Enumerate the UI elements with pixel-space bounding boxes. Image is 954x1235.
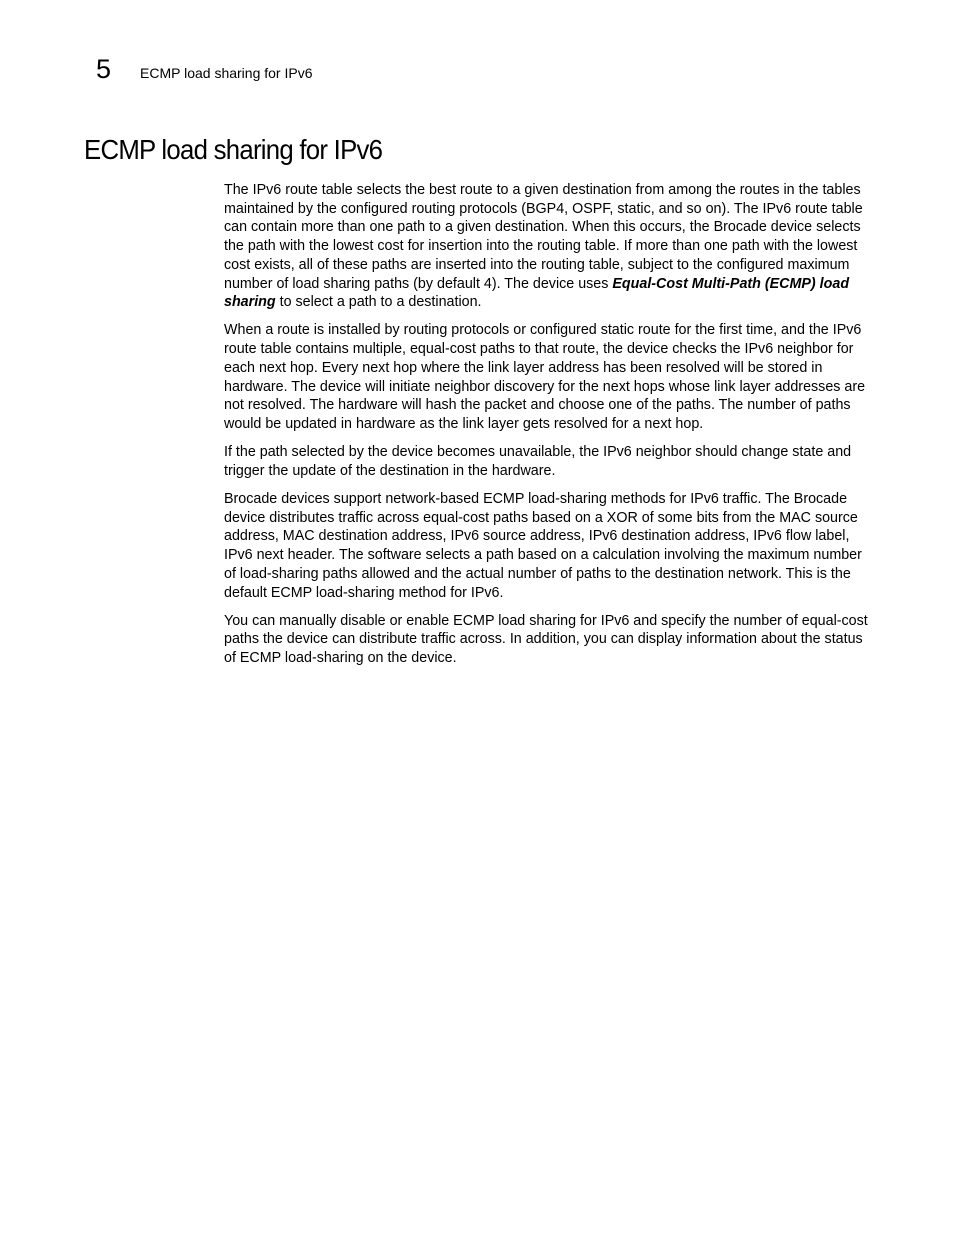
paragraph-load-sharing-methods: Brocade devices support network-based ECMP load-sharing methods for IPv6 traffic. The Brocade device distributes traffic across equal-cost paths based on a XOR of some bits from the MAC source address, MAC destination address, IPv6 source address, IPv6 destination address, IPv6 flow label, IPv6 next header. The software selects a path based on a calculation involving the maximum number of load-sharing paths allowed and the actual number of paths to the destination network. This is the default ECMP load-sharing method for IPv6. bbox=[224, 491, 862, 601]
chapter-number: 5 bbox=[96, 54, 112, 84]
paragraph-intro-tail: to select a path to a destination. bbox=[275, 294, 482, 311]
paragraph-path-unavailable: If the path selected by the device becomes unavailable, the IPv6 neighbor should change state and trigger the update of the destination in the hardware. bbox=[224, 444, 852, 479]
paragraph-intro-text: The IPv6 route table selects the best route to a given destination from among the routes in the tables maintained by the configured routing protocols (BGP4, OSPF, static, and so on). The IPv6 route table can contain more than one path to a given destination. When this occurs, the Brocade device selects the path with the lowest cost for insertion into the routing table. If more than one path with the lowest cost exists, all of these paths are inserted into the routing table, subject to the configured maximum number of load sharing paths (by default 4). The device uses bbox=[224, 182, 863, 292]
section-title: ECMP load sharing for IPv6 bbox=[84, 134, 383, 165]
paragraph-route-install: When a route is installed by routing protocols or configured static route for the first time, and the IPv6 route table contains multiple, equal-cost paths to that route, the device checks the IPv6 neighbor for each next hop. Every next hop where the link layer address has been resolved will be stored in hardware. The device will initiate neighbor discovery for the next hops whose link layer addresses are not resolved. The hardware will hash the packet and choose one of the paths. The number of paths would be updated in hardware as the link layer gets resolved for a next hop. bbox=[224, 322, 866, 432]
page-header bbox=[96, 54, 313, 84]
paragraph-intro bbox=[224, 181, 872, 312]
ecmp-term-emphasis: Equal-Cost Multi-Path (ECMP) load sharing bbox=[224, 275, 850, 311]
body-text bbox=[224, 181, 872, 677]
paragraph-manual-config: You can manually disable or enable ECMP load sharing for IPv6 and specify the number of equal-cost paths the device can distribute traffic across. In addition, you can display information about the status of ECMP load-sharing on the device. bbox=[224, 612, 868, 667]
running-header-title: ECMP load sharing for IPv6 bbox=[140, 65, 313, 81]
